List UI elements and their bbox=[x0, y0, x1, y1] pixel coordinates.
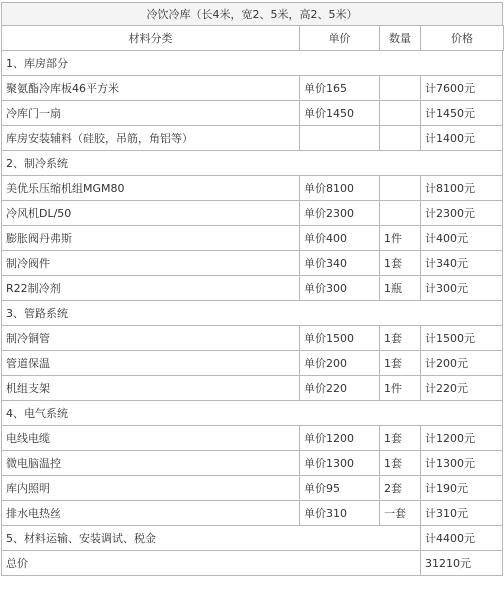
item-unit-price: 单价220 bbox=[299, 375, 380, 401]
item-price: 计190元 bbox=[420, 475, 503, 501]
item-name: 库房安装辅料（硅胶，吊筋，角铝等） bbox=[1, 125, 300, 151]
item-name: 膨胀阀丹弗斯 bbox=[1, 225, 300, 251]
item-quantity: 一套 bbox=[379, 500, 421, 526]
item-price: 计8100元 bbox=[420, 175, 503, 201]
item-quantity bbox=[379, 175, 421, 201]
summary-label: 5、材料运输、安装调试、税金 bbox=[1, 525, 421, 551]
item-quantity: 1套 bbox=[379, 450, 421, 476]
item-unit-price: 单价165 bbox=[299, 75, 380, 101]
item-quantity bbox=[379, 75, 421, 101]
item-unit-price: 单价1200 bbox=[299, 425, 380, 451]
item-name: 冷库门一扇 bbox=[1, 100, 300, 126]
item-name: 制冷铜管 bbox=[1, 325, 300, 351]
item-unit-price: 单价2300 bbox=[299, 200, 380, 226]
item-unit-price bbox=[299, 125, 380, 151]
item-name: 管道保温 bbox=[1, 350, 300, 376]
section-heading: 1、库房部分 bbox=[1, 50, 503, 76]
item-unit-price: 单价300 bbox=[299, 275, 380, 301]
item-unit-price: 单价200 bbox=[299, 350, 380, 376]
item-quantity: 1套 bbox=[379, 250, 421, 276]
item-price: 计300元 bbox=[420, 275, 503, 301]
item-name: 电线电缆 bbox=[1, 425, 300, 451]
item-unit-price: 单价8100 bbox=[299, 175, 380, 201]
item-unit-price: 单价1450 bbox=[299, 100, 380, 126]
section-heading: 2、制冷系统 bbox=[1, 150, 503, 176]
item-price: 计1400元 bbox=[420, 125, 503, 151]
summary-price: 计4400元 bbox=[420, 525, 503, 551]
item-unit-price: 单价340 bbox=[299, 250, 380, 276]
item-name: 排水电热丝 bbox=[1, 500, 300, 526]
item-quantity: 1件 bbox=[379, 375, 421, 401]
item-quantity bbox=[379, 125, 421, 151]
item-unit-price: 单价310 bbox=[299, 500, 380, 526]
item-price: 计340元 bbox=[420, 250, 503, 276]
item-price: 计310元 bbox=[420, 500, 503, 526]
summary-label: 总价 bbox=[1, 550, 421, 576]
item-price: 计1450元 bbox=[420, 100, 503, 126]
item-name: R22制冷剂 bbox=[1, 275, 300, 301]
item-quantity: 1套 bbox=[379, 425, 421, 451]
item-price: 计2300元 bbox=[420, 200, 503, 226]
item-price: 计7600元 bbox=[420, 75, 503, 101]
item-price: 计1300元 bbox=[420, 450, 503, 476]
column-header-quantity: 数量 bbox=[379, 25, 421, 51]
item-quantity: 1瓶 bbox=[379, 275, 421, 301]
item-name: 库内照明 bbox=[1, 475, 300, 501]
item-unit-price: 单价1500 bbox=[299, 325, 380, 351]
section-heading: 4、电气系统 bbox=[1, 400, 503, 426]
item-quantity bbox=[379, 100, 421, 126]
item-quantity: 1套 bbox=[379, 350, 421, 376]
item-price: 计1500元 bbox=[420, 325, 503, 351]
item-price: 计400元 bbox=[420, 225, 503, 251]
item-price: 计1200元 bbox=[420, 425, 503, 451]
item-name: 制冷阀件 bbox=[1, 250, 300, 276]
item-name: 冷风机DL/50 bbox=[1, 200, 300, 226]
column-header-price: 价格 bbox=[420, 25, 504, 51]
item-unit-price: 单价400 bbox=[299, 225, 380, 251]
column-header-unit-price: 单价 bbox=[299, 25, 380, 51]
item-quantity bbox=[379, 200, 421, 226]
item-price: 计200元 bbox=[420, 350, 503, 376]
item-price: 计220元 bbox=[420, 375, 503, 401]
item-name: 美优乐压缩机组MGM80 bbox=[1, 175, 300, 201]
item-quantity: 2套 bbox=[379, 475, 421, 501]
item-name: 微电脑温控 bbox=[1, 450, 300, 476]
item-unit-price: 单价95 bbox=[299, 475, 380, 501]
column-header-material: 材料分类 bbox=[1, 25, 300, 51]
item-unit-price: 单价1300 bbox=[299, 450, 380, 476]
item-quantity: 1套 bbox=[379, 325, 421, 351]
item-name: 机组支架 bbox=[1, 375, 300, 401]
item-name: 聚氨酯冷库板46平方米 bbox=[1, 75, 300, 101]
summary-price: 31210元 bbox=[420, 550, 503, 576]
section-heading: 3、管路系统 bbox=[1, 300, 503, 326]
table-title: 冷饮冷库（长4米，宽2、5米，高2、5米） bbox=[1, 2, 503, 26]
item-quantity: 1件 bbox=[379, 225, 421, 251]
